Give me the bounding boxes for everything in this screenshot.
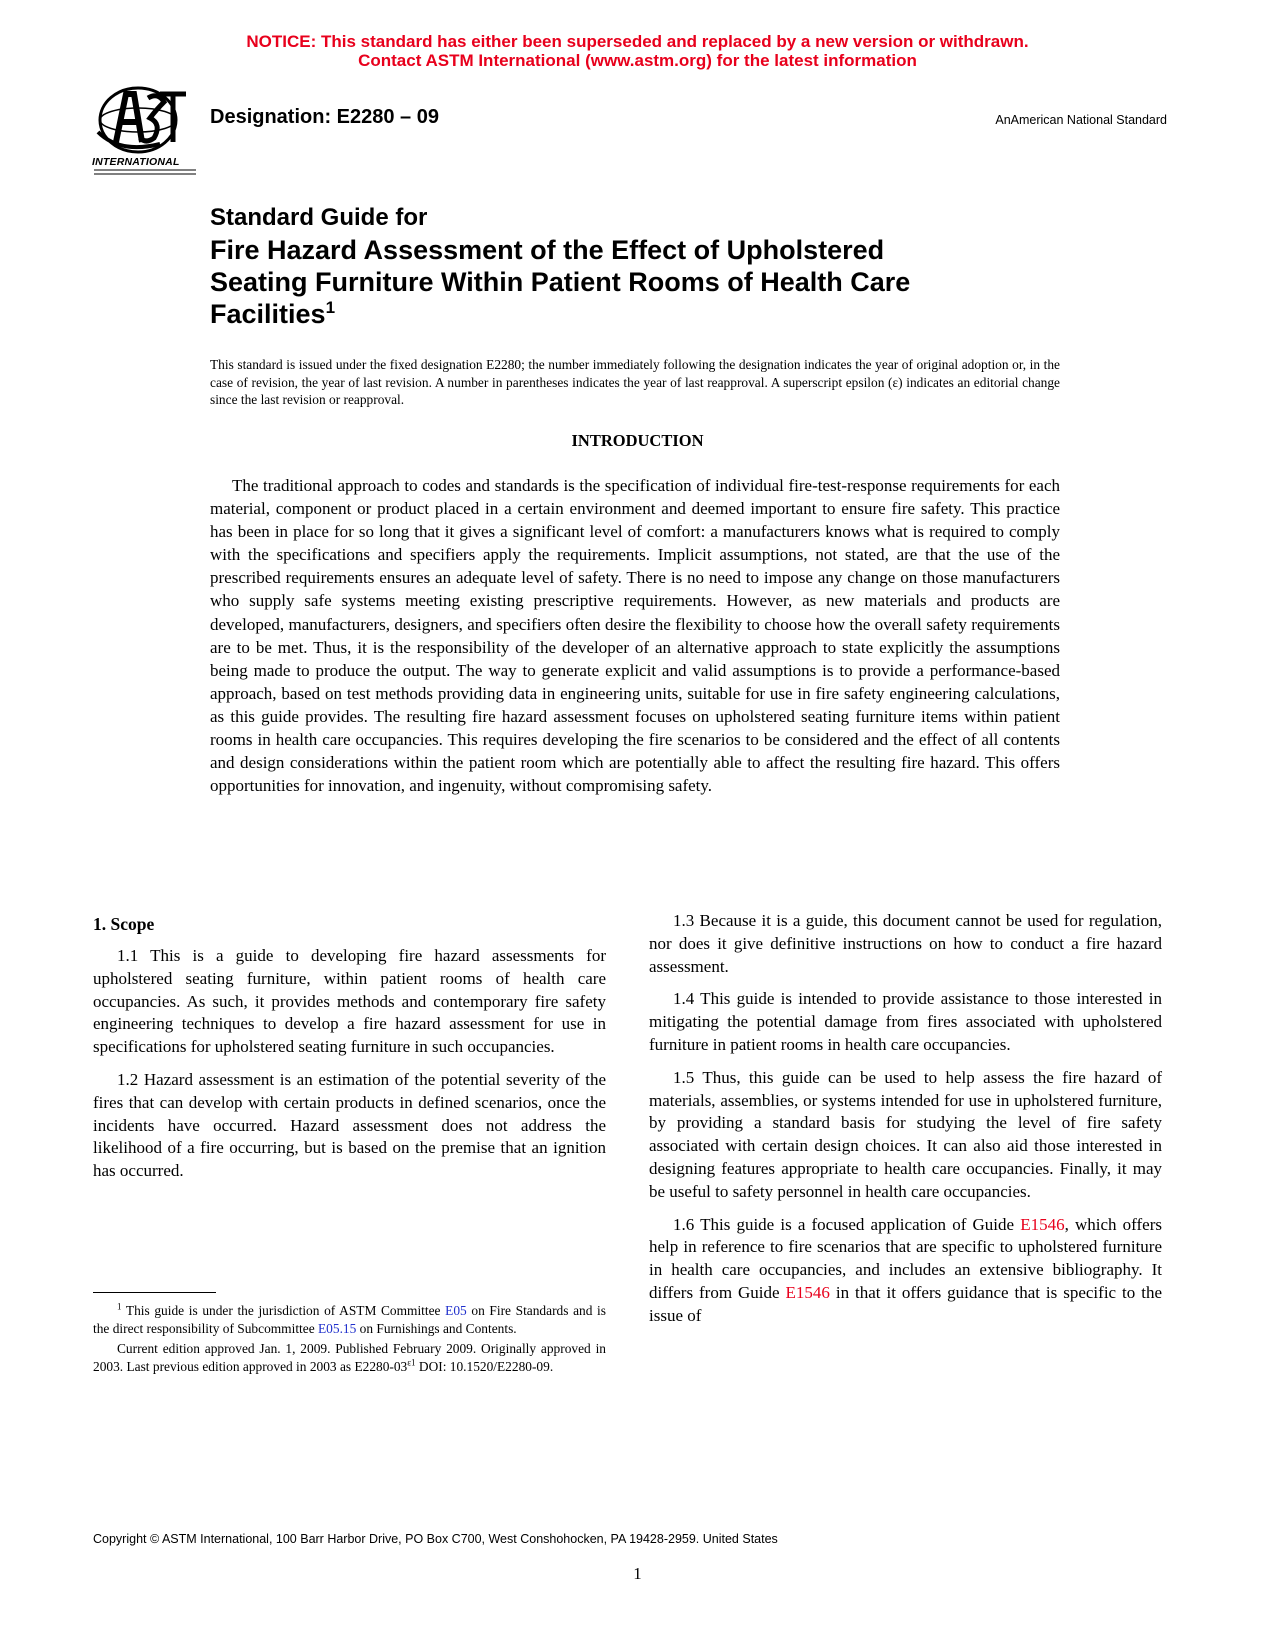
- national-standard-label: AnAmerican National Standard: [995, 113, 1167, 127]
- link-e05-15[interactable]: E05.15: [318, 1321, 357, 1336]
- notice-line-1: NOTICE: This standard has either been superseded and replaced by a new version or withdrawn.: [246, 32, 1029, 51]
- footnote-1-mark: 1: [117, 1301, 122, 1312]
- paragraph-1-6-text-b: , which offers help in reference to fire scenarios that are specific to upholstered furniture in health care occupancies, and includes an extensive bibliography. It differs from Guide: [649, 1214, 1162, 1302]
- footnote-1-text-a: This guide is under the jurisdiction of ASTM Committee: [121, 1303, 446, 1318]
- introduction-text: The traditional approach to codes and standards is the specification of individual fire-test-response requirements for each material, component or product placed in a certain environment and deemed important to ensure fire safety. This practice has been in place for so long that it gives a significant level of comfort: a manufacturers knows what is required to comply with the specifications and specifiers apply the requirements. Implicit assumptions, not stated, are that the use of the prescribed requirements ensures an adequate level of safety. There is no need to impose any change on those manufacturers who supply safe systems meeting existing prescriptive requirements. However, as new materials and products are developed, manufacturers, designers, and specifiers often desire the flexibility to choose how the overall safety requirements are to be met. Thus, it is the responsibility of the developer of an alternative approach to state explicitly the assumptions being made to produce the output. The way to generate explicit and valid assumptions is to provide a performance-based approach, based on test methods providing data in engineering units, suitable for use in fire safety engineering calculations, as this guide provides. The resulting fire hazard assessment focuses on upholstered seating furniture items within patient rooms in health care occupancies. This requires developing the fire scenarios to be considered and the effect of all contents and design considerations within the patient room which are potentially able to affect the resulting fire hazard. This offers opportunities for innovation, and ingenuity, without compromising safety.: [210, 476, 1060, 796]
- copyright-notice: Copyright © ASTM International, 100 Barr Harbor Drive, PO Box C700, West Conshohocken, PA 19428-2959. United States: [93, 1532, 778, 1546]
- page-number: 1: [633, 1564, 642, 1583]
- footnote-divider: [93, 1292, 216, 1293]
- title-line-1: Fire Hazard Assessment of the Effect of Upholstered: [210, 235, 885, 265]
- paragraph-1-1: 1.1 This is a guide to developing fire hazard assessments for upholstered seating furniture, within patient rooms of health care occupancies. As such, it provides methods and contemporary fire safety engineering techniques to develop a fire hazard assessment for use in specifications for upholstered seating furniture in such occupancies.: [93, 946, 606, 1057]
- footnote-2-text-a: Current edition approved Jan. 1, 2009. Published February 2009. Originally approved in 2003. Last previous edition approved in 2003 as E2280-03: [93, 1341, 606, 1374]
- right-column: [649, 910, 1162, 1338]
- footnote-1-text-c: on Furnishings and Contents.: [356, 1321, 517, 1336]
- astm-logo: [90, 80, 200, 176]
- notice-line-2: Contact ASTM International (www.astm.org) for the latest information: [358, 51, 917, 70]
- link-e1546[interactable]: E1546: [1020, 1214, 1065, 1234]
- left-column: [93, 912, 606, 1193]
- designation: Designation: E2280 – 09: [210, 106, 439, 128]
- footnotes: [93, 1302, 606, 1378]
- introduction-heading: INTRODUCTION: [571, 431, 704, 450]
- paragraph-1-2: 1.2 Hazard assessment is an estimation of the potential severity of the fires that can develop with certain products in defined scenarios, once the incidents have occurred. Hazard assessment does not address the likelihood of a fire occurring, but is based on the premise that an ignition has occurred.: [93, 1069, 606, 1181]
- issued-note: This standard is issued under the fixed designation E2280; the number immediately following the designation indicates the year of original adoption or, in the case of revision, the year of last revision. A number in parentheses indicates the year of last reapproval. A superscript epsilon (ε) indicates an editorial change since the last revision or reapproval.: [210, 357, 1060, 408]
- footnote-1-text-b: on Fire Standards and is the direct responsibility of Subcommittee: [93, 1303, 606, 1336]
- scope-heading: 1. Scope: [93, 914, 155, 934]
- logo-text: INTERNATIONAL: [92, 156, 180, 168]
- footnote-2-sup: ε1: [407, 1357, 416, 1368]
- paragraph-1-3: 1.3 Because it is a guide, this document cannot be used for regulation, nor does it give definitive instructions on how to conduct a fire hazard assessment.: [649, 911, 1162, 976]
- link-e1546-second[interactable]: E1546: [785, 1282, 830, 1302]
- footnote-2: [93, 1340, 606, 1376]
- title-line-3: [210, 298, 1030, 330]
- paragraph-1-6-text-a: 1.6 This guide is a focused application of Guide: [673, 1214, 1021, 1234]
- title-footnote-mark: 1: [325, 298, 336, 317]
- paragraph-1-5: 1.5 Thus, this guide can be used to help assess the fire hazard of materials, assemblies, or systems intended for use in upholstered furniture, by providing a standard basis for studying the level of fire safety associated with certain design choices. It can also aid those interested in designing features appropriate to health care occupancies. Finally, it may be useful to safety personnel in health care occupancies.: [649, 1067, 1162, 1201]
- title-guide: Standard Guide for: [210, 204, 428, 231]
- title-line-3-text: Facilities: [210, 299, 326, 329]
- paragraph-1-6-text-c: in that it offers guidance that is specific to the issue of: [649, 1282, 1162, 1325]
- title-line-2: Seating Furniture Within Patient Rooms of Health Care: [210, 267, 911, 297]
- document-title: [210, 202, 1030, 330]
- footnote-2-text-b: DOI: 10.1520/E2280-09.: [415, 1359, 554, 1374]
- link-e05[interactable]: E05: [445, 1303, 467, 1318]
- paragraph-1-4: 1.4 This guide is intended to provide assistance to those interested in mitigating the potential damage from fires associated with upholstered furniture in patient rooms in health care occupancies.: [649, 989, 1162, 1054]
- paragraph-1-6: [649, 1214, 1162, 1328]
- footnote-1: [93, 1302, 606, 1338]
